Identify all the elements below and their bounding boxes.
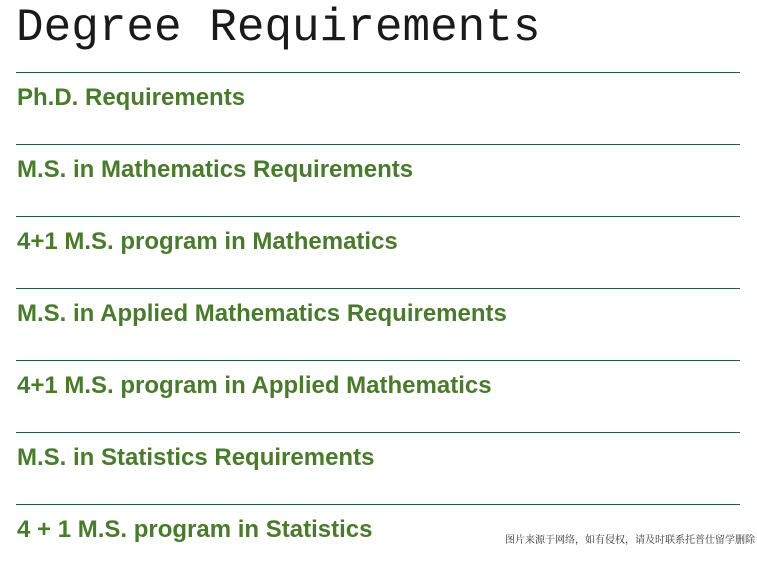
list-item — [16, 144, 740, 216]
link-ms-applied-mathematics-requirements[interactable]: M.S. in Applied Mathematics Requirements — [17, 300, 507, 327]
list-item — [16, 360, 740, 432]
image-source-watermark: 图片来源于网络，如有侵权，请及时联系托普仕留学删除 — [505, 535, 755, 546]
link-phd-requirements[interactable]: Ph.D. Requirements — [17, 84, 246, 111]
page-title: Degree Requirements — [16, 2, 541, 54]
link-ms-statistics-requirements[interactable]: M.S. in Statistics Requirements — [17, 444, 375, 471]
list-item — [16, 72, 740, 144]
link-4plus1-ms-statistics[interactable]: 4 + 1 M.S. program in Statistics — [17, 516, 373, 543]
list-item — [16, 216, 740, 288]
list-item — [16, 288, 740, 360]
link-4plus1-ms-applied-mathematics[interactable]: 4+1 M.S. program in Applied Mathematics — [17, 372, 492, 399]
list-item — [16, 432, 740, 504]
link-ms-mathematics-requirements[interactable]: M.S. in Mathematics Requirements — [17, 156, 414, 183]
requirements-list — [16, 72, 740, 576]
link-4plus1-ms-mathematics[interactable]: 4+1 M.S. program in Mathematics — [17, 228, 398, 255]
